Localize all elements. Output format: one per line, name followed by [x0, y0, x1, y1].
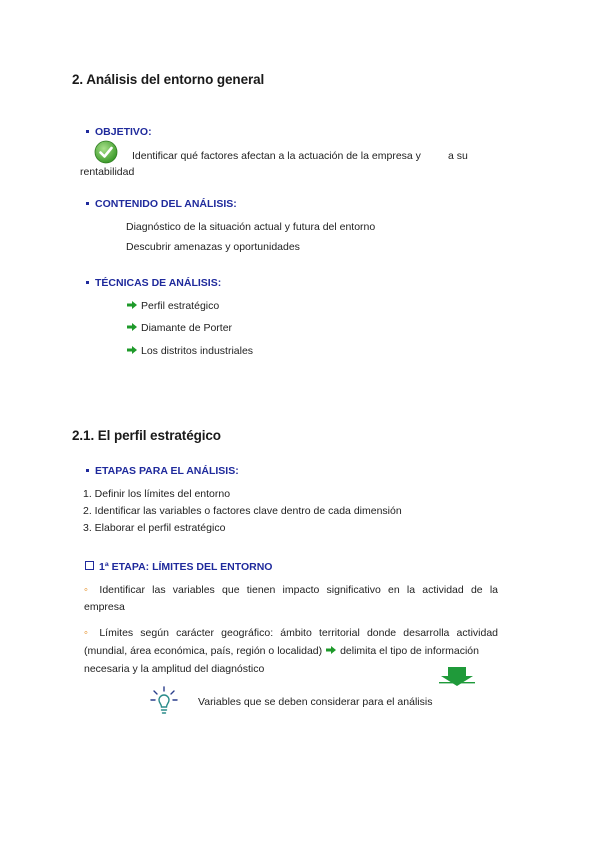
- bullet-square: [86, 130, 89, 133]
- objetivo-text-line1: Identificar qué factores afectan a la actuación de la empresa y: [132, 150, 421, 162]
- subsection-title: 2.1. El perfil estratégico: [72, 428, 221, 443]
- down-arrow-icon: [439, 667, 475, 687]
- tip-text: Variables que se deben considerar para el análisis: [198, 696, 433, 708]
- checkbox-icon: [85, 561, 94, 570]
- bullet-square: [86, 281, 89, 284]
- etapa1-paragraph2-line2: [84, 645, 498, 657]
- bullet-square: [86, 469, 89, 472]
- etapa1-heading: [85, 561, 272, 573]
- lightbulb-icon: [150, 686, 178, 716]
- etapa1-p1-text: Identificar las variables que tienen impacto significativo en la actividad de la: [99, 584, 499, 596]
- etapa1-heading-text: 1ª ETAPA: LÍMITES DEL ENTORNO: [99, 561, 273, 573]
- section-title: 2. Análisis del entorno general: [72, 72, 265, 87]
- etapa1-paragraph1-line2: empresa: [84, 601, 125, 613]
- objetivo-text-line2: rentabilidad: [80, 166, 135, 178]
- tecnicas-heading: [86, 277, 221, 289]
- tecnicas-item-text: Perfil estratégico: [141, 300, 220, 312]
- green-arrow-icon: [126, 300, 138, 310]
- etapa1-paragraph1-line1: [84, 584, 498, 596]
- bullet-square: [86, 202, 89, 205]
- etapa1-paragraph2-line1: [84, 627, 498, 639]
- objetivo-heading-text: OBJETIVO:: [95, 126, 152, 138]
- etapas-item: 3. Elaborar el perfil estratégico: [83, 522, 226, 534]
- etapas-heading: [86, 465, 239, 477]
- tecnicas-item-text: Diamante de Porter: [141, 322, 233, 334]
- tecnicas-item-text: Los distritos industriales: [141, 345, 254, 357]
- etapa1-p2-text-a: (mundial, área económica, país, región o localidad): [84, 645, 323, 657]
- etapas-item: 1. Definir los límites del entorno: [83, 488, 231, 500]
- etapas-item: 2. Identificar las variables o factores clave dentro de cada dimensión: [83, 505, 402, 517]
- etapas-heading-text: ETAPAS PARA EL ANÁLISIS:: [95, 465, 239, 477]
- green-arrow-icon: [126, 322, 138, 332]
- etapa1-p2-text: Límites según carácter geográfico: ámbito territorial donde desarrolla actividad: [99, 627, 498, 639]
- green-arrow-icon: [126, 345, 138, 355]
- objetivo-heading: [86, 126, 152, 138]
- orange-bullet: ◦: [84, 584, 93, 596]
- contenido-heading-text: CONTENIDO DEL ANÁLISIS:: [95, 198, 237, 210]
- orange-bullet: ◦: [84, 627, 93, 639]
- tecnicas-item: [126, 322, 232, 334]
- tecnicas-item: [126, 300, 219, 312]
- green-arrow-icon: [325, 645, 337, 655]
- tecnicas-item: [126, 345, 253, 357]
- contenido-heading: [86, 198, 237, 210]
- tecnicas-heading-text: TÉCNICAS DE ANÁLISIS:: [95, 277, 222, 289]
- objetivo-text-line1-tail: a su: [448, 150, 468, 162]
- etapa1-paragraph2-line3: necesaria y la amplitud del diagnóstico: [84, 663, 265, 675]
- etapa1-p2-text-b: delimita el tipo de información: [340, 645, 479, 657]
- contenido-item: Diagnóstico de la situación actual y futura del entorno: [126, 221, 376, 233]
- check-icon: [94, 140, 118, 164]
- contenido-item: Descubrir amenazas y oportunidades: [126, 241, 300, 253]
